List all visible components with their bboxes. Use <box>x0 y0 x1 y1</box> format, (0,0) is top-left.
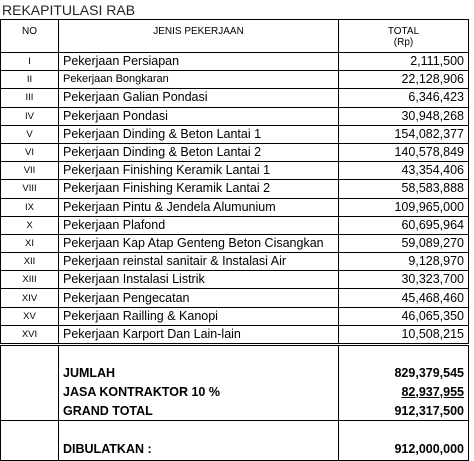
table-row <box>1 307 469 325</box>
header-unit-row <box>1 37 469 53</box>
jumlah-row <box>1 363 469 382</box>
row-job: Pekerjaan Pengecatan <box>59 289 339 307</box>
header-row <box>1 20 469 38</box>
row-no: XV <box>1 307 59 325</box>
row-job: Pekerjaan Dinding & Beton Lantai 1 <box>59 125 339 143</box>
header-job: JENIS PEKERJAAN <box>59 20 339 38</box>
row-job: Pekerjaan Persiapan <box>59 53 339 71</box>
row-total: 30,323,700 <box>339 271 469 289</box>
row-no: XI <box>1 234 59 252</box>
row-total: 58,583,888 <box>339 180 469 198</box>
row-total: 30,948,268 <box>339 107 469 125</box>
table-row <box>1 325 469 344</box>
table-row <box>1 162 469 180</box>
jasa-label: JASA KONTRAKTOR 10 % <box>59 382 339 401</box>
row-no: IX <box>1 198 59 216</box>
row-job: Pekerjaan Bongkaran <box>59 71 339 89</box>
row-total: 109,965,000 <box>339 198 469 216</box>
row-total: 43,354,406 <box>339 162 469 180</box>
row-no: I <box>1 53 59 71</box>
row-job: Pekerjaan Railling & Kanopi <box>59 307 339 325</box>
row-job: Pekerjaan Pintu & Jendela Alumunium <box>59 198 339 216</box>
row-total: 59,089,270 <box>339 234 469 252</box>
row-no: XVI <box>1 325 59 344</box>
table-row <box>1 253 469 271</box>
row-total: 140,578,849 <box>339 143 469 161</box>
row-job: Pekerjaan Plafond <box>59 216 339 234</box>
table-row <box>1 89 469 107</box>
row-total: 10,508,215 <box>339 325 469 344</box>
table-row <box>1 180 469 198</box>
row-job: Pekerjaan Finishing Keramik Lantai 1 <box>59 162 339 180</box>
rounded-label: DIBULATKAN : <box>59 438 339 461</box>
row-total: 6,346,423 <box>339 89 469 107</box>
row-total: 9,128,970 <box>339 253 469 271</box>
row-no: V <box>1 125 59 143</box>
jasa-row <box>1 382 469 401</box>
row-no: X <box>1 216 59 234</box>
row-job: Pekerjaan Instalasi Listrik <box>59 271 339 289</box>
grand-total-label: GRAND TOTAL <box>59 401 339 421</box>
row-job: Pekerjaan Galian Pondasi <box>59 89 339 107</box>
row-no: XII <box>1 253 59 271</box>
jasa-value: 82,937,955 <box>339 382 469 401</box>
grand-total-value: 912,317,500 <box>339 401 469 421</box>
jumlah-label: JUMLAH <box>59 363 339 382</box>
table-row <box>1 143 469 161</box>
row-no: VI <box>1 143 59 161</box>
table-row <box>1 289 469 307</box>
spacer-row-2 <box>1 421 469 439</box>
row-no: XIV <box>1 289 59 307</box>
row-job: Pekerjaan Dinding & Beton Lantai 2 <box>59 143 339 161</box>
sheet-title: REKAPITULASI RAB <box>2 2 136 18</box>
row-total: 60,695,964 <box>339 216 469 234</box>
row-job: Pekerjaan Finishing Keramik Lantai 2 <box>59 180 339 198</box>
row-no: IV <box>1 107 59 125</box>
spacer-row <box>1 345 469 364</box>
row-no: VII <box>1 162 59 180</box>
table-row <box>1 125 469 143</box>
row-no: XIII <box>1 271 59 289</box>
rounded-value: 912,000,000 <box>339 438 469 461</box>
table-row <box>1 271 469 289</box>
row-job: Pekerjaan Karport Dan Lain-lain <box>59 325 339 344</box>
row-no: III <box>1 89 59 107</box>
row-total: 46,065,350 <box>339 307 469 325</box>
row-job: Pekerjaan Pondasi <box>59 107 339 125</box>
header-unit: (Rp) <box>339 37 469 53</box>
row-job: Pekerjaan Kap Atap Genteng Beton Cisangkan <box>59 234 339 252</box>
table-row <box>1 216 469 234</box>
row-no: VIII <box>1 180 59 198</box>
rab-table <box>0 19 469 461</box>
header-no: NO <box>1 20 59 38</box>
rounded-row <box>1 438 469 461</box>
row-no: II <box>1 71 59 89</box>
grand-total-row <box>1 401 469 421</box>
table-row <box>1 198 469 216</box>
header-total: TOTAL <box>339 20 469 38</box>
row-total: 22,128,906 <box>339 71 469 89</box>
row-job: Pekerjaan reinstal sanitair & Instalasi Air <box>59 253 339 271</box>
table-row <box>1 53 469 71</box>
table-row <box>1 107 469 125</box>
jumlah-value: 829,379,545 <box>339 363 469 382</box>
table-row <box>1 71 469 89</box>
row-total: 154,082,377 <box>339 125 469 143</box>
row-total: 45,468,460 <box>339 289 469 307</box>
table-row <box>1 234 469 252</box>
row-total: 2,111,500 <box>339 53 469 71</box>
